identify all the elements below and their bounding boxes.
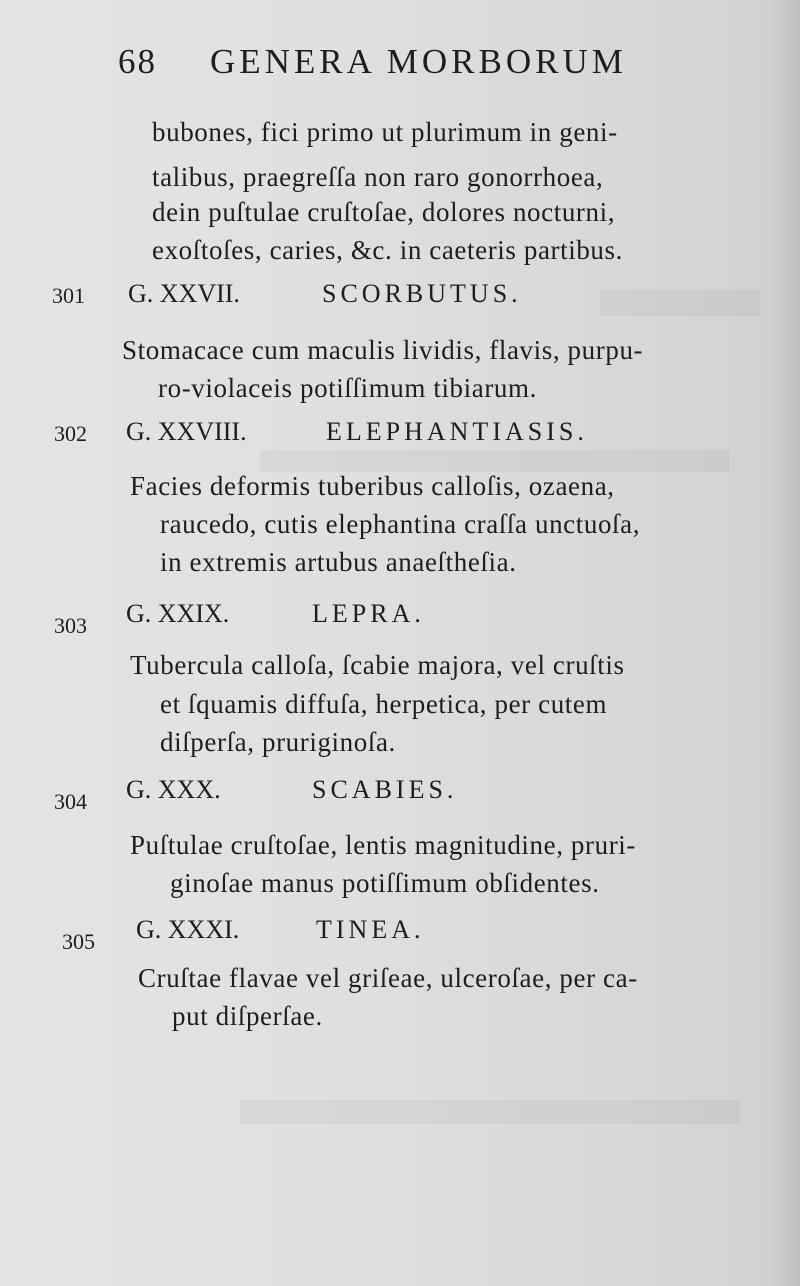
text-line: ro-violaceis potiſſimum tibiarum. (158, 373, 537, 403)
section-number: 303 (54, 613, 87, 638)
text-line: in extremis artubus anaeſtheſia. (160, 547, 517, 577)
genus-name: ELEPHANTIASIS. (326, 417, 588, 446)
genus-name: SCABIES. (312, 775, 458, 804)
page-header (118, 42, 718, 92)
text-line: talibus, praegreſſa non raro gonorrhoea, (152, 162, 604, 192)
genus-name: TINEA. (316, 915, 425, 944)
section-number: 301 (52, 283, 85, 308)
text-line: Puſtulae cruſtoſae, lentis magnitudine, pruri- (130, 830, 636, 860)
text-line: et ſquamis diffuſa, herpetica, per cutem (160, 689, 608, 719)
text-line: bubones, fici primo ut plurimum in geni- (152, 117, 618, 147)
text-line: Tubercula calloſa, ſcabie majora, vel cruſtis (130, 650, 625, 680)
section-number: 302 (54, 421, 87, 446)
text-line: Facies deformis tuberibus calloſis, ozaena, (130, 471, 615, 501)
show-through-mark (240, 1100, 740, 1124)
text-line: ginoſae manus potiſſimum obſidentes. (170, 868, 600, 898)
genus-name: LEPRA. (312, 599, 425, 628)
text-line: Cruſtae flavae vel griſeae, ulceroſae, per ca- (138, 963, 638, 993)
text-line: exoſtoſes, caries, &c. in caeteris partibus. (152, 235, 623, 265)
text-line: put diſperſae. (172, 1001, 323, 1031)
section-number: 305 (62, 929, 95, 954)
genus-name: SCORBUTUS. (322, 279, 522, 308)
text-line: diſperſa, pruriginoſa. (160, 727, 396, 757)
genus-code: G. XXVII. (128, 279, 240, 308)
running-title: GENERA MORBORUM (210, 42, 627, 81)
text-line: dein puſtulae cruſtoſae, dolores nocturni, (152, 197, 616, 227)
page-number: 68 (118, 42, 157, 81)
show-through-mark (600, 290, 760, 316)
text-line: raucedo, cutis elephantina craſſa unctuoſa, (160, 509, 641, 539)
genus-code: G. XXIX. (126, 599, 230, 628)
genus-code: G. XXVIII. (126, 417, 247, 446)
genus-code: G. XXX. (126, 775, 221, 804)
text-line: Stomacace cum maculis lividis, flavis, purpu- (122, 335, 644, 365)
genus-code: G. XXXI. (136, 915, 240, 944)
section-number: 304 (54, 789, 87, 814)
